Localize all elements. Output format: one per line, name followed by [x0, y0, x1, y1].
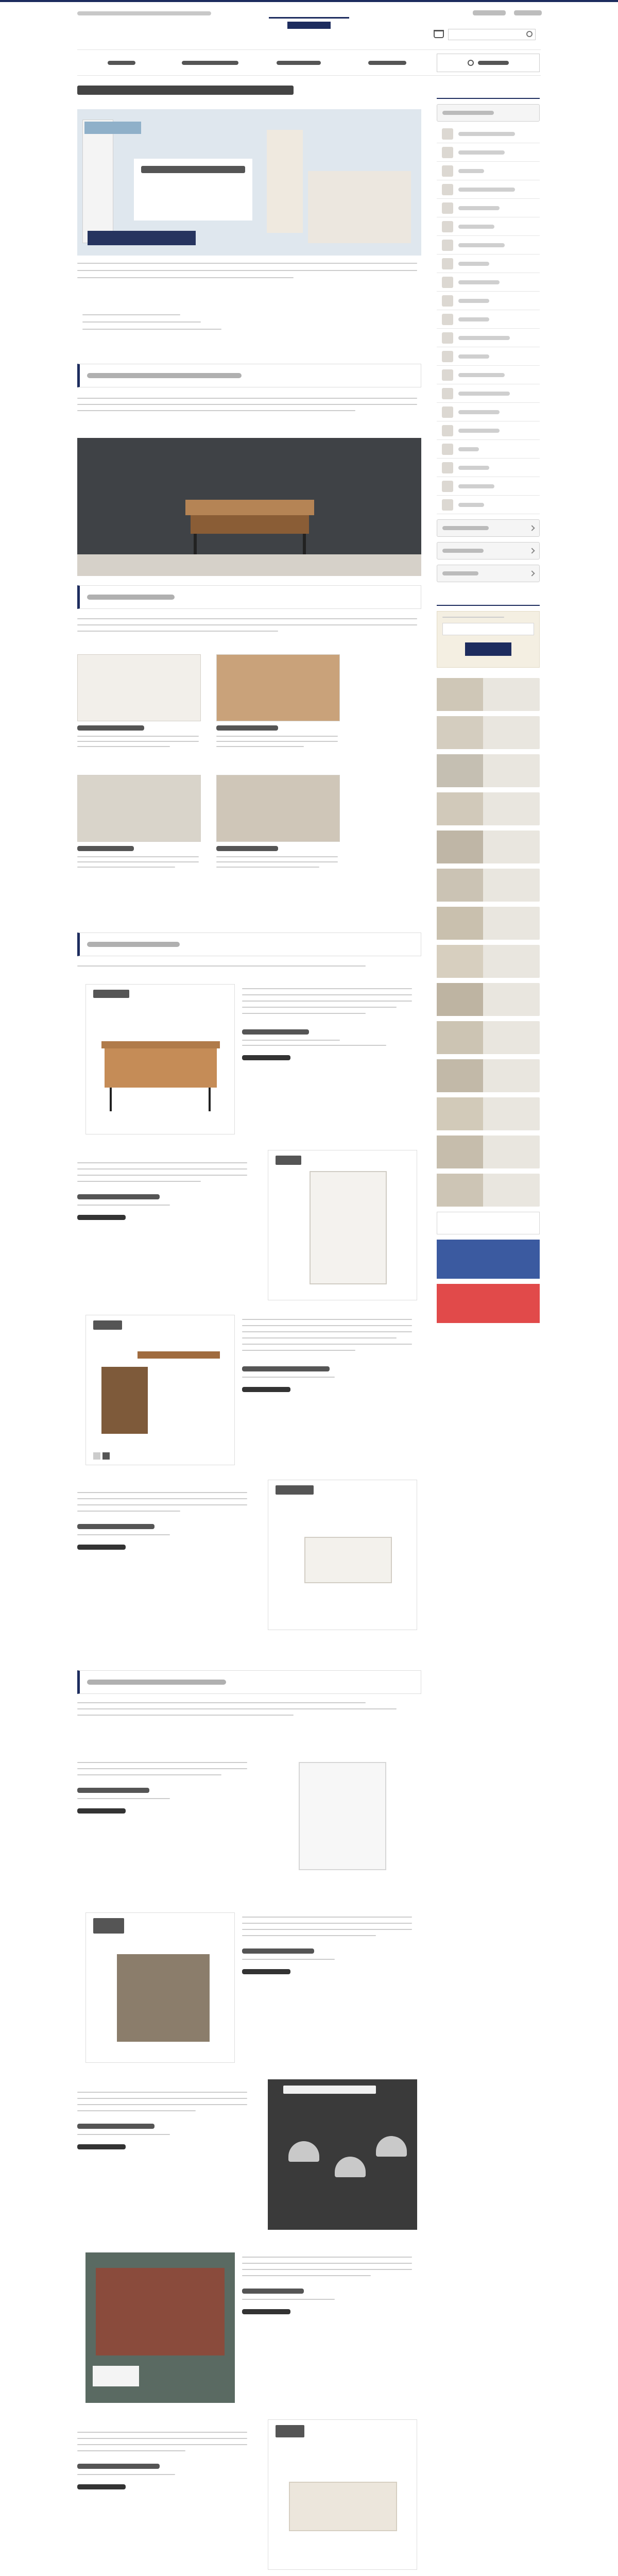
product-2-link[interactable]	[77, 1215, 126, 1220]
sidebar-item-17[interactable]	[437, 421, 540, 440]
sidebar-banner-9[interactable]	[437, 983, 540, 1016]
product-5-cabinet	[299, 1762, 386, 1870]
product-3-swatch-2	[102, 1452, 110, 1460]
product-7-link[interactable]	[77, 2144, 126, 2149]
nav-item-company[interactable]	[166, 53, 254, 73]
site-logo-tag	[287, 22, 331, 29]
sidebar-item-9[interactable]	[437, 273, 540, 292]
sidebar-search-box	[437, 611, 540, 668]
chevron-right-icon	[529, 570, 535, 576]
product-5-name	[77, 1788, 149, 1793]
sidebar-item-20[interactable]	[437, 477, 540, 496]
sidebar-scene-toggle[interactable]	[437, 519, 540, 537]
product-1-leg-right	[209, 1088, 211, 1111]
sidebar-item-5[interactable]	[437, 199, 540, 217]
product-6-name	[242, 1948, 314, 1954]
table-shelf	[191, 515, 309, 534]
product-4-name	[77, 1524, 154, 1529]
sidebar-item-6[interactable]	[437, 217, 540, 236]
sidebar-banner-facebook[interactable]	[437, 1240, 540, 1279]
product-1-name	[242, 1029, 309, 1035]
banner-1-image	[437, 678, 483, 711]
sidebar-item-18[interactable]	[437, 440, 540, 459]
login-icon	[468, 60, 474, 66]
sidebar-banner-13[interactable]	[437, 1136, 540, 1168]
banner-11-image	[437, 1059, 483, 1092]
banner-13-image	[437, 1136, 483, 1168]
product-1-board-body	[105, 1048, 217, 1088]
sidebar-banner-10[interactable]	[437, 1021, 540, 1054]
hero-ribbon	[84, 122, 141, 134]
login-label	[478, 61, 509, 65]
banner-2-image	[437, 716, 483, 749]
product-5-image[interactable]	[268, 1741, 417, 1892]
hero-sofa	[308, 171, 411, 243]
sidebar-banner-2[interactable]	[437, 716, 540, 749]
sidebar-item-4[interactable]	[437, 180, 540, 199]
chevron-right-icon	[529, 548, 535, 553]
product-9-link[interactable]	[77, 2484, 126, 2489]
category-icon	[442, 165, 453, 177]
style-tile-3-title	[77, 846, 134, 851]
sidebar-item-16[interactable]	[437, 403, 540, 421]
sidebar-banner-8[interactable]	[437, 945, 540, 978]
product-7-image[interactable]	[268, 2079, 417, 2230]
hero-caption-strip	[88, 231, 196, 245]
product-4-text	[77, 1492, 252, 1595]
site-logo[interactable]	[269, 6, 349, 35]
category-icon	[442, 258, 453, 269]
table-leg-right	[303, 534, 306, 554]
sidebar-item-21[interactable]	[437, 496, 540, 514]
product-4-image[interactable]	[268, 1480, 417, 1630]
product-6-text	[242, 1917, 417, 2020]
section-heading-4	[77, 1670, 421, 1694]
sidebar-category-list	[437, 125, 540, 514]
product-1-leg-left	[110, 1088, 112, 1111]
banner-4-image	[437, 792, 483, 825]
category-icon	[442, 202, 453, 214]
product-9-name	[77, 2464, 160, 2469]
section-1-text	[77, 398, 421, 423]
product-3-logo	[93, 1320, 122, 1330]
sidebar-item-11[interactable]	[437, 310, 540, 329]
category-icon	[442, 221, 453, 232]
sidebar-item-15[interactable]	[437, 384, 540, 403]
product-1-logo	[93, 990, 129, 998]
category-icon	[442, 388, 453, 399]
product-8-name	[242, 2289, 304, 2294]
sidebar	[437, 86, 540, 1435]
banner-12-image	[437, 1097, 483, 1130]
sidebar-banner-brand[interactable]	[437, 1212, 540, 1234]
style-tile-2[interactable]	[216, 654, 340, 768]
hero-rack	[267, 130, 303, 233]
sidebar-banner-4[interactable]	[437, 792, 540, 825]
product-2-name	[77, 1194, 160, 1199]
product-6-sofa	[117, 1954, 210, 2042]
banner-5-image	[437, 831, 483, 863]
category-icon	[442, 351, 453, 362]
sidebar-color-toggle[interactable]	[437, 565, 540, 582]
product-5-text	[77, 1762, 252, 1865]
product-7-lamp-2	[335, 2157, 366, 2177]
product-9-text	[77, 2432, 252, 2535]
sidebar-item-1[interactable]	[437, 125, 540, 143]
style-tile-4-image	[216, 775, 340, 842]
table-leg-left	[194, 534, 197, 554]
category-icon	[442, 240, 453, 251]
style-tile-3[interactable]	[77, 775, 201, 888]
product-5-link[interactable]	[77, 1808, 126, 1814]
sidebar-item-14[interactable]	[437, 366, 540, 384]
hero-image	[77, 109, 421, 256]
product-3-text	[242, 1319, 417, 1468]
category-icon	[442, 184, 453, 195]
product-3-chair	[101, 1367, 148, 1434]
product-3-table	[138, 1351, 220, 1359]
sidebar-item-3[interactable]	[437, 162, 540, 180]
banner-8-image	[437, 945, 483, 978]
category-icon	[442, 314, 453, 325]
style-tile-3-image	[77, 775, 201, 842]
product-3-name	[242, 1366, 330, 1371]
style-tile-2-image	[216, 654, 340, 721]
category-icon	[442, 481, 453, 492]
sidebar-banners	[437, 678, 540, 1323]
sidebar-banner-12[interactable]	[437, 1097, 540, 1130]
product-7-label	[283, 2086, 376, 2094]
section-2-text	[77, 618, 421, 639]
product-1-board-top	[101, 1041, 220, 1048]
product-4-desk	[304, 1537, 392, 1583]
product-6-image[interactable]	[85, 1912, 235, 2063]
login-button[interactable]	[437, 54, 540, 72]
header-link-contact[interactable]	[514, 10, 542, 15]
product-6-logo	[93, 1918, 124, 1934]
search-icon[interactable]	[526, 31, 533, 37]
product-8-rug	[96, 2268, 225, 2355]
hero-shelf	[82, 120, 113, 243]
product-7-lamp-1	[288, 2141, 319, 2162]
sidebar-banner-7[interactable]	[437, 907, 540, 940]
banner-3-image	[437, 754, 483, 787]
product-1-image[interactable]	[85, 984, 235, 1134]
sidebar-banner-3[interactable]	[437, 754, 540, 787]
category-icon	[442, 147, 453, 158]
product-7-lamp-3	[376, 2136, 407, 2157]
site-logo-wordmark	[269, 6, 349, 19]
product-3-swatch-1	[93, 1452, 100, 1460]
nav-item-recruit[interactable]	[343, 53, 432, 73]
category-icon	[442, 499, 453, 511]
sidebar-search-heading	[437, 592, 540, 606]
category-icon	[442, 332, 453, 344]
category-icon	[442, 369, 453, 381]
header-link-guide[interactable]	[473, 10, 506, 15]
sidebar-banner-14[interactable]	[437, 1174, 540, 1207]
style-tile-4[interactable]	[216, 775, 340, 888]
sidebar-item-12[interactable]	[437, 329, 540, 347]
product-2-logo	[276, 1156, 301, 1165]
global-nav	[77, 53, 432, 73]
sidebar-banner-instagram[interactable]	[437, 1284, 540, 1323]
sidebar-item-8[interactable]	[437, 255, 540, 273]
banner-7-image	[437, 907, 483, 940]
nav-divider	[77, 75, 541, 76]
section-3-text	[77, 965, 421, 976]
category-icon	[442, 425, 453, 436]
product-2-image[interactable]	[268, 1150, 417, 1300]
style-tile-2-title	[216, 725, 278, 731]
product-6-link[interactable]	[242, 1969, 290, 1974]
chevron-right-icon	[529, 525, 535, 531]
sidebar-banner-6[interactable]	[437, 869, 540, 902]
product-9-image[interactable]	[268, 2419, 417, 2570]
sidebar-banner-11[interactable]	[437, 1059, 540, 1092]
product-8-text	[242, 2257, 417, 2360]
header-divider	[77, 49, 541, 50]
sidebar-banner-1[interactable]	[437, 678, 540, 711]
sidebar-item-7[interactable]	[437, 236, 540, 255]
category-icon	[442, 295, 453, 307]
header-search-input[interactable]	[448, 29, 536, 40]
product-4-logo	[276, 1485, 314, 1495]
sidebar-search-button[interactable]	[465, 642, 511, 656]
banner-9-image	[437, 983, 483, 1016]
product-8-image[interactable]	[85, 2252, 235, 2403]
category-icon	[442, 406, 453, 418]
banner-14-image	[437, 1174, 483, 1207]
product-8-link[interactable]	[242, 2309, 290, 2314]
category-icon	[442, 128, 453, 140]
product-4-link[interactable]	[77, 1545, 126, 1550]
nav-item-home[interactable]	[77, 53, 166, 73]
floor	[77, 554, 421, 576]
cart-icon[interactable]	[434, 30, 444, 38]
style-tile-4-title	[216, 846, 278, 851]
product-2-text	[77, 1162, 252, 1265]
sidebar-item-2[interactable]	[437, 143, 540, 162]
product-3-link[interactable]	[242, 1387, 290, 1392]
header-breadcrumb-text	[77, 11, 211, 15]
sidebar-item-13[interactable]	[437, 347, 540, 366]
hero-caption-inner	[141, 166, 245, 173]
header-top-bar	[0, 0, 618, 2]
style-tile-1[interactable]	[77, 654, 201, 768]
sidebar-category-toggle[interactable]	[437, 104, 540, 122]
section-4-text	[77, 1702, 421, 1728]
category-icon	[442, 462, 453, 473]
intro-text	[77, 263, 421, 294]
sidebar-item-19[interactable]	[437, 459, 540, 477]
sidebar-category-heading	[437, 86, 540, 99]
banner-10-image	[437, 1021, 483, 1054]
sidebar-banner-5[interactable]	[437, 831, 540, 863]
product-9-sofa	[289, 2482, 397, 2531]
product-8-logo	[93, 2366, 139, 2386]
product-2-chest	[310, 1171, 387, 1284]
product-7-name	[77, 2124, 154, 2129]
product-1-link[interactable]	[242, 1055, 290, 1060]
product-3-image[interactable]	[85, 1315, 235, 1465]
section-heading-2	[77, 585, 421, 609]
style-tile-1-image	[77, 654, 201, 721]
table-top	[185, 500, 314, 515]
product-7-text	[77, 2092, 252, 2195]
category-icon	[442, 277, 453, 288]
product-1-text	[242, 988, 417, 1138]
page-title	[77, 86, 294, 95]
intro-list	[82, 314, 237, 335]
section-heading-3	[77, 933, 421, 956]
section-heading-1	[77, 364, 421, 387]
sidebar-room-toggle[interactable]	[437, 542, 540, 560]
category-icon	[442, 444, 453, 455]
sidebar-item-10[interactable]	[437, 292, 540, 310]
sidebar-search-input[interactable]	[442, 623, 534, 635]
style-tile-1-title	[77, 725, 144, 731]
product-9-logo	[276, 2425, 304, 2437]
nav-item-shop[interactable]	[254, 53, 343, 73]
banner-6-image	[437, 869, 483, 902]
section-1-photo	[77, 438, 421, 576]
